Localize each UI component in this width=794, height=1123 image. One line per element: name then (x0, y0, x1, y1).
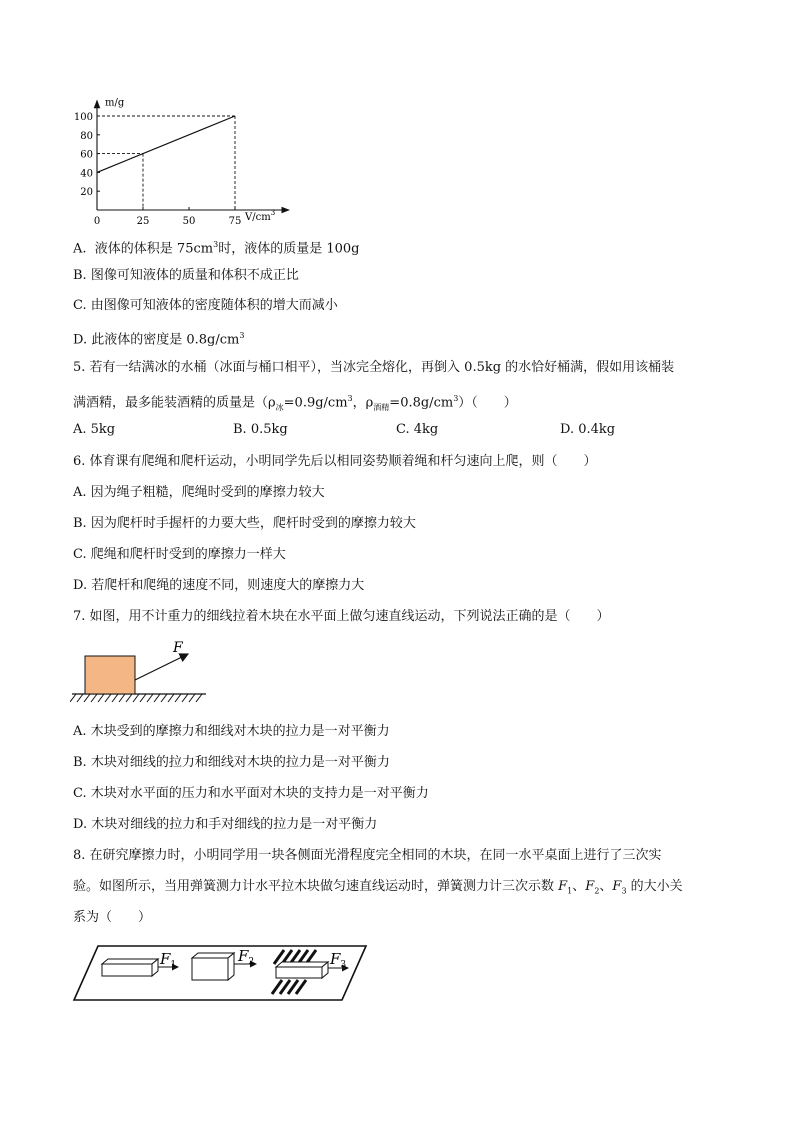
q5-option-b[interactable]: B. 0.5kg (233, 422, 288, 437)
q7-stem: 7. 如图，用不计重力的细线拉着木块在水平面上做匀速直线运动，下列说法正确的是（ ） (73, 609, 610, 624)
q6-option-d[interactable]: D. 若爬杆和爬绳的速度不同，则速度大的摩擦力大 (73, 578, 365, 593)
q8-stem-line3: 系为（ ） (73, 910, 152, 925)
x-tick-label: 0 (93, 216, 101, 227)
q5-stem-line2: 满酒精，最多能装酒精的质量是（$\rho_冰=0.9g/cm^3$，$\rho_{酒精}=0.8g/cm^3$）（ ） (73, 394, 517, 412)
q4-option-d[interactable]: D. 此液体的密度是 $0.8g/cm^3$ (73, 331, 245, 348)
y-tick-label: 20 (80, 187, 93, 199)
mass-volume-chart (60, 58, 330, 228)
q4-option-c[interactable]: C. 由图像可知液体的密度随体积的增大而减小 (73, 298, 338, 313)
series-line (97, 116, 235, 172)
q7-option-a[interactable]: A. 木块受到的摩擦力和细线对木块的拉力是一对平衡力 (73, 724, 390, 739)
block-3 (276, 962, 328, 978)
x-tick-label: 25 (136, 216, 150, 227)
block-2 (192, 953, 234, 980)
q7-block-figure (70, 636, 210, 710)
wooden-block (85, 656, 135, 694)
x-tick-label: 75 (228, 216, 242, 227)
force-arrow (135, 654, 188, 680)
y-tick-label: 60 (80, 149, 93, 161)
x-axis-label: $V/cm^3$ (245, 209, 276, 223)
q4-option-a[interactable]: A. 液体的体积是 $75cm^3$时，液体的质量是 100g (73, 240, 360, 257)
x-tick-label: 50 (182, 216, 196, 227)
force-label-3: $F_3$ (330, 950, 347, 970)
y-tick-label: 40 (80, 168, 93, 180)
y-tick-label: 100 (73, 112, 93, 123)
force-label-1: $F_1$ (160, 950, 177, 970)
q6-option-b[interactable]: B. 因为爬杆时手握杆的力要大些，爬杆时受到的摩擦力较大 (73, 516, 416, 531)
q5-option-c[interactable]: C. 4kg (396, 422, 439, 437)
q8-stem-line2: 验。如图所示，当用弹簧测力计水平拉木块做匀速直线运动时，弹簧测力计三次示数 $F_1$、$F_2$、$F_3$ 的大小关 (73, 879, 683, 896)
q7-option-b[interactable]: B. 木块对细线的拉力和细线对木块的拉力是一对平衡力 (73, 755, 390, 770)
q6-stem: 6. 体育课有爬绳和爬杆运动，小明同学先后以相同姿势顺着绳和杆匀速向上爬，则（ ） (73, 454, 597, 469)
q8-stem-line1: 8. 在研究摩擦力时，小明同学用一块各侧面光滑程度完全相同的木块，在同一水平桌面上进行了三次实 (73, 848, 662, 863)
q5-option-d[interactable]: D. 0.4kg (560, 422, 616, 437)
q5-stem-line1: 5. 若有一结满冰的水桶（冰面与桶口相平），当冰完全熔化，再倒入 0.5kg 的水恰好桶满，假如用该桶装 (73, 360, 675, 375)
force-label-2: $F_2$ (238, 947, 255, 967)
q6-option-c[interactable]: C. 爬绳和爬杆时受到的摩擦力一样大 (73, 547, 286, 562)
q6-option-a[interactable]: A. 因为绳子粗糙，爬绳时受到的摩擦力较大 (73, 485, 325, 500)
q7-option-c[interactable]: C. 木块对水平面的压力和水平面对木块的支持力是一对平衡力 (73, 786, 429, 801)
force-label: F (173, 640, 183, 656)
ground-hatch (70, 694, 202, 702)
y-axis-label: m/g (105, 97, 125, 109)
y-tick-label: 80 (80, 130, 93, 142)
q4-option-b[interactable]: B. 图像可知液体的质量和体积不成正比 (73, 268, 299, 283)
block-1 (102, 959, 158, 976)
q5-options (73, 422, 723, 440)
q5-option-a[interactable]: A. 5kg (73, 422, 116, 437)
q8-three-blocks-figure (70, 940, 370, 1006)
q7-option-d[interactable]: D. 木块对细线的拉力和手对细线的拉力是一对平衡力 (73, 817, 378, 832)
